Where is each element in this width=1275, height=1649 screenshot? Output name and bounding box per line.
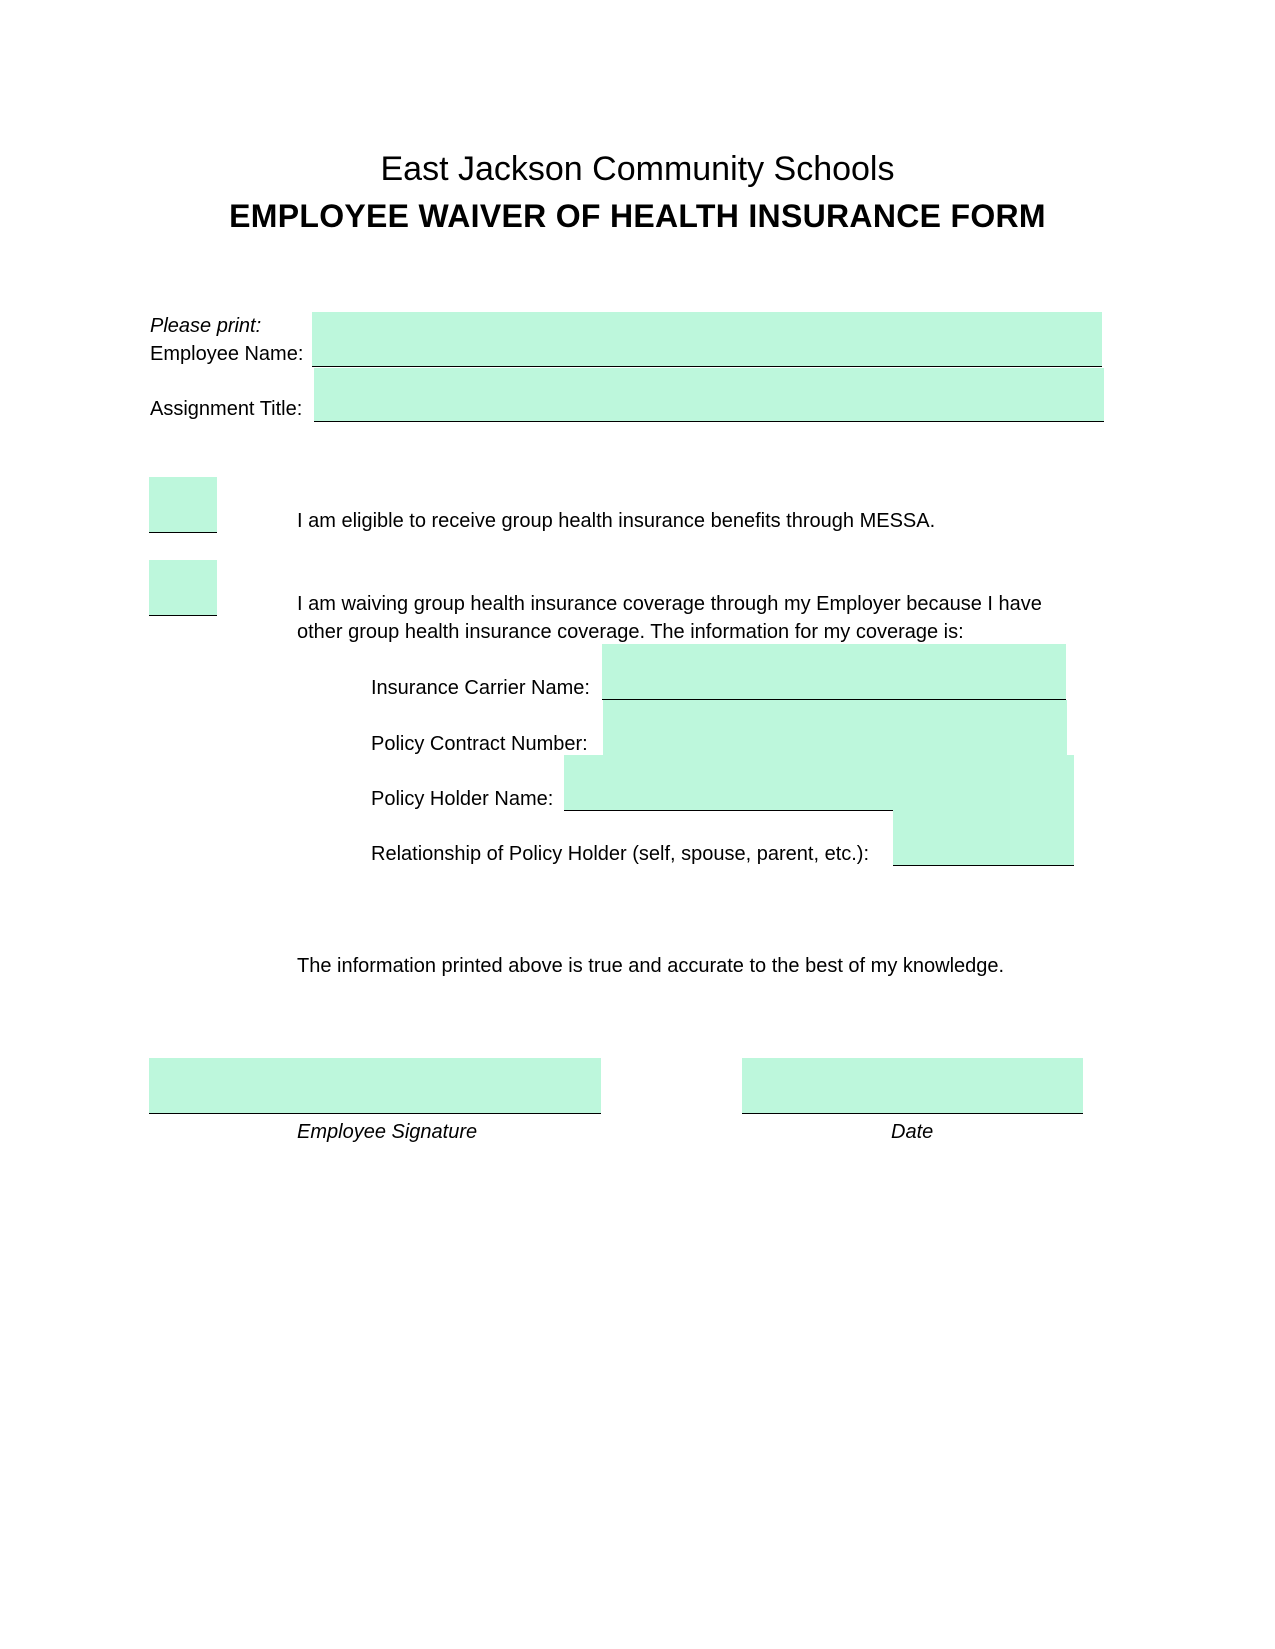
employee-signature-label: Employee Signature [297, 1121, 478, 1143]
eligible-statement: I am eligible to receive group health insurance benefits through MESSA. [297, 510, 936, 532]
assignment-title-field[interactable] [314, 368, 1104, 422]
employee-name-field[interactable] [312, 312, 1102, 367]
form-title: EMPLOYEE WAIVER OF HEALTH INSURANCE FORM [229, 198, 1046, 234]
date-label: Date [891, 1121, 934, 1143]
policy-number-field[interactable] [603, 700, 1067, 756]
waiving-statement-line2: other group health insurance coverage. The information for my coverage is: [297, 621, 964, 643]
employee-signature-field[interactable] [149, 1058, 601, 1114]
policy-number-label: Policy Contract Number: [371, 733, 588, 755]
attestation-statement: The information printed above is true and accurate to the best of my knowledge. [297, 955, 1005, 977]
eligible-checkbox-field[interactable] [149, 477, 217, 533]
policy-holder-label: Policy Holder Name: [371, 788, 554, 810]
relationship-label: Relationship of Policy Holder (self, spouse, parent, etc.): [371, 843, 870, 865]
date-field[interactable] [742, 1058, 1083, 1114]
employee-name-label: Employee Name: [150, 343, 304, 365]
waiving-statement-line1: I am waiving group health insurance coverage through my Employer because I have [297, 593, 1042, 615]
carrier-name-field[interactable] [602, 644, 1066, 700]
relationship-field[interactable] [893, 810, 1074, 866]
assignment-title-label: Assignment Title: [150, 398, 303, 420]
policy-holder-field[interactable] [564, 755, 1074, 811]
carrier-name-label: Insurance Carrier Name: [371, 677, 590, 699]
print-instruction: Please print: [150, 315, 262, 337]
waiving-checkbox-field[interactable] [149, 560, 217, 616]
organization-title: East Jackson Community Schools [380, 150, 895, 188]
